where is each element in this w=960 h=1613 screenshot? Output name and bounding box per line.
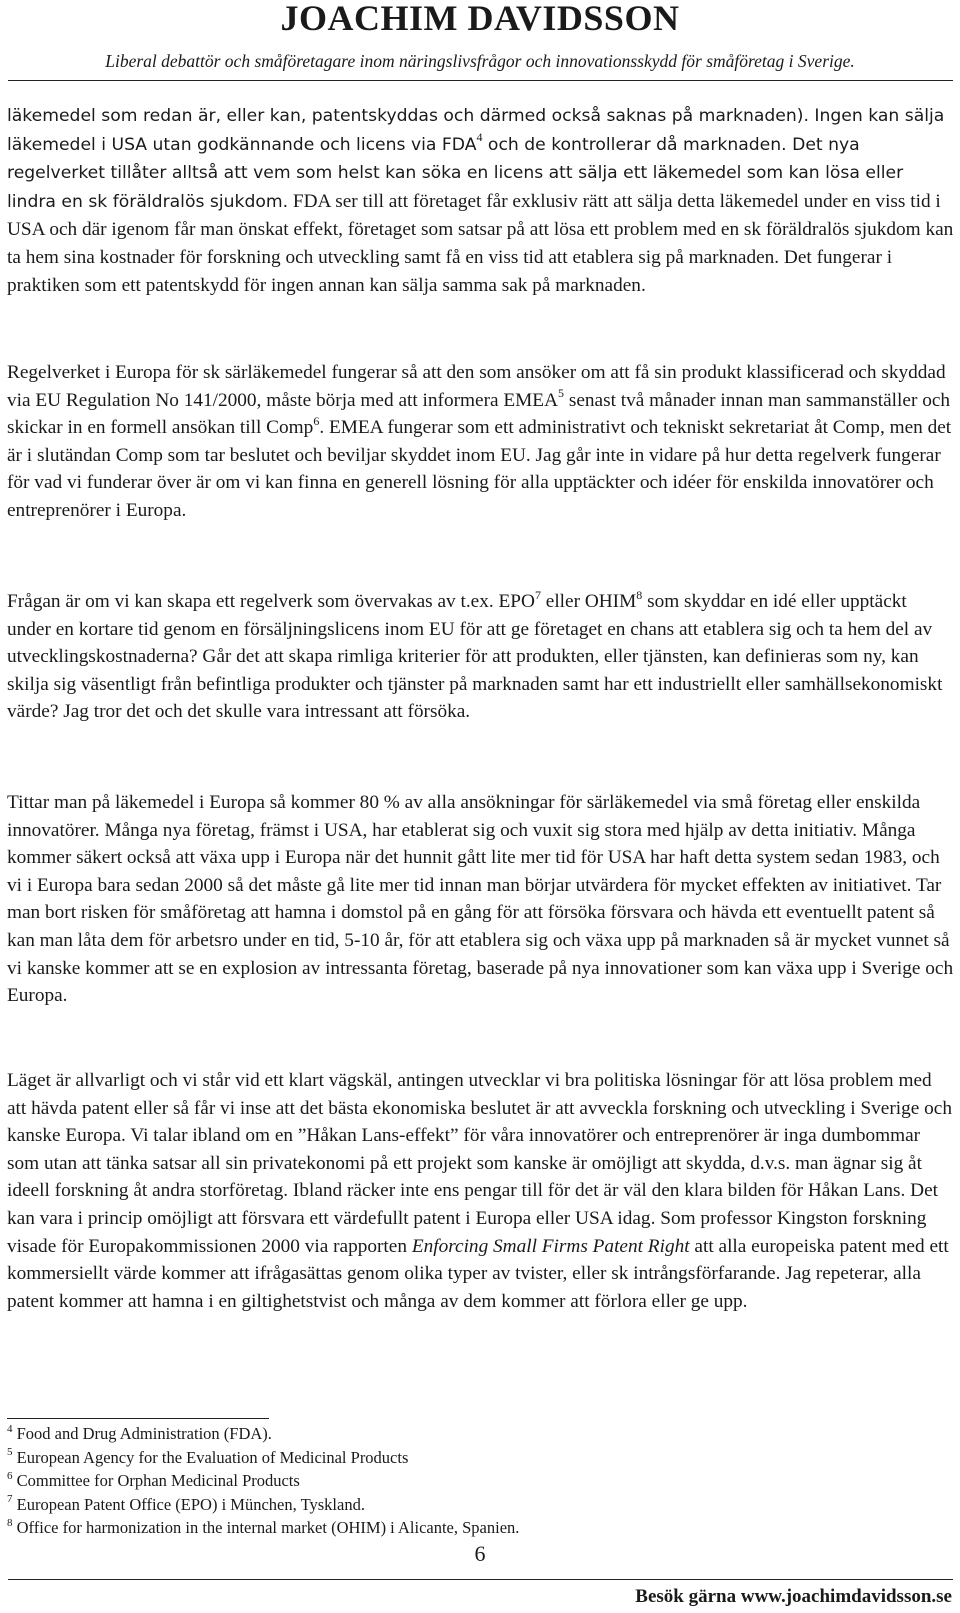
paragraph-3-part-b: eller OHIM: [540, 591, 637, 612]
paragraph-3: [7, 588, 955, 726]
footnote-ref-5: 5: [558, 386, 564, 401]
footnote-number: 5: [7, 1446, 13, 1458]
footnote-ref-7: 7: [534, 587, 541, 602]
paragraph-2-part-c: . EMEA fungerar som ett administrativt och tekniskt sekretariat åt Comp, men det är i slutändan Comp som tar beslutet och beviljar skyddet inom EU. Jag går inte in vidare på hur detta regelverk fungerar för vad vi funderar över är om vi kan finna en generell lösning för alla upptäckter och idéer för enskilda innovatörer och entreprenörer i Europa.: [7, 417, 952, 521]
page-number: 6: [474, 1541, 486, 1566]
footnote-ref-8: 8: [636, 587, 643, 602]
paragraph-5: [7, 1067, 955, 1315]
header-subtitle: Liberal debattör och småföretagare inom näringslivsfrågor och innovationsskydd för småföretag i Sverige.: [105, 51, 855, 71]
footnote-number: 6: [7, 1469, 13, 1482]
footnote-ref-4: 4: [476, 130, 483, 145]
footnote-number: 4: [7, 1422, 13, 1435]
footer-divider: [8, 1579, 953, 1580]
paragraph-2-part-a: Regelverket i Europa för sk särläkemedel fungerar så att den som ansöker om att få sin produkt klassificerad och skyddad via EU Regulation No 141/2000, måste börja med att informera EMEA: [7, 362, 946, 411]
paragraph-4: Tittar man på läkemedel i Europa så kommer 80 % av alla ansökningar för särläkemedel via små företag eller enskilda innovatörer. Många nya företag, främst i USA, har etablerat sig och vuxit sig stora med hjälp av detta initiativ. Många kommer säkert också att växa upp i Europa när det hunnit gått lite mer tid för USA har haft detta system sedan 1983, och vi i Europa bara sedan 2000 så det måste gå lite mer tid innan man börjar utvärdera för mycket effekten av initiativet. Tar man bort risken för småföretag att hamna i domstol på en gång för att försöka försvara och hävda ett eventuellt patent så kan man låta dem för arbetsro under en tid, 5-10 år, för att etablera sig och växa upp på marknaden så är mycket vunnet så vi kanske kommer att se en explosion av intressanta företag, baserade på nya innovationer som kan växa upp i Sverige och Europa.: [7, 792, 954, 1007]
footnote-text: Committee for Orphan Medicinal Products: [12, 1471, 300, 1490]
footnotes: [7, 1422, 907, 1540]
report-title: Enforcing Small Firms Patent Right: [411, 1235, 690, 1257]
paragraph-1-part-b: och de kontrollerar då marknaden. Det nya regelverket tillåter alltså att vem som helst kan söka en licens att sälja ett läkemedel som kan lösa eller lindra en sk föräldralös sjukdom.: [7, 134, 904, 212]
paragraph-5-part-b: att alla europeiska patent med ett kommersiellt värde kommer att ifrågasättas genom olika typer av tvister, eller sk intrångsförfarande. Jag repeterar, alla patent kommer att hamna i en giltighetstvist och många av dem kommer att förlora eller ge upp.: [7, 1235, 949, 1312]
paragraph-1: [7, 102, 955, 299]
paragraph-2-part-b: senast två månader innan man sammanställer och skickar in en formell ansökan till Comp: [7, 389, 951, 439]
footnote-6: [7, 1469, 907, 1493]
header-divider: [8, 80, 953, 81]
footnote-text: European Patent Office (EPO) i München, Tyskland.: [12, 1494, 365, 1514]
footnote-number: 7: [7, 1493, 13, 1505]
footnote-7: [7, 1493, 907, 1517]
footnote-number: 8: [7, 1516, 13, 1529]
footnote-text: Office for harmonization in the internal market (OHIM) i Alicante, Spanien.: [12, 1518, 520, 1537]
footnote-divider: [7, 1418, 269, 1419]
paragraph-2: [7, 359, 955, 525]
header-title: JOACHIM DAVIDSSON: [280, 0, 680, 38]
paragraph-3-part-c: som skyddar en idé eller upptäckt under en kortare tid genom en försäljningslicens inom EU för att ge företaget en chans att etablera sig och ta hem del av utvecklingskostnaderna? Går det att skapa rimliga kriterier för att produkten, eller tjänsten, kan definieras som ny, kan skilja sig väsentligt från befintliga produkter och tjänster på marknaden samt har ett industriellt eller samhällsekonomiskt värde? Jag tror det och det skulle vara intressant att försöka.: [7, 591, 943, 723]
footnote-4: [7, 1422, 907, 1446]
paragraph-5-part-a: Läget är allvarligt och vi står vid ett klart vägskäl, antingen utvecklar vi bra politiska lösningar för att lösa problem med att hävda patent eller så får vi inse att det bästa ekonomiska beslutet är att avveckla forskning och utveckling i Sverige och kanske Europa. Vi talar ibland om en ”Håkan Lans-effekt” för våra innovatörer och entreprenörer är inga dumbommar som utan att tänka satsar all sin privatekonomi på ett projekt som kanske är omöjligt att skydda, d.v.s. man ägnar sig åt ideell forskning åt andra storföretag. Ibland räcker inte ens pengar till för det är väl den klara bilden för Håkan Lans. Det kan vara i princip omöjligt att försvara ett värdefullt patent i Europa eller USA idag. Som professor Kingston forskning visade för Europakommissionen 2000 via rapporten: [7, 1070, 952, 1257]
paragraph-1-part-c: FDA ser till att företaget får exklusiv rätt att sälja detta läkemedel under en viss tid i USA och där igenom får man önskat effekt, företaget som satsar på att lösa ett problem med en sk föräldralös sjukdom kan ta hem sina kostnader för forskning och utveckling samt få en viss tid att etablera sig på marknaden. Det fungerar i praktiken som ett patentskydd för ingen annan kan sälja samma sak på marknaden.: [7, 190, 954, 296]
paragraph-1-part-a: läkemedel som redan är, eller kan, patentskyddas och därmed också saknas på marknaden). Ingen kan sälja läkemedel i USA utan godkännande och licens via FDA: [7, 106, 945, 155]
footnote-text: Food and Drug Administration (FDA).: [12, 1424, 272, 1443]
footnote-5: [7, 1446, 907, 1470]
footer-website-link[interactable]: Besök gärna www.joachimdavidsson.se: [635, 1586, 952, 1607]
paragraph-3-part-a: Frågan är om vi kan skapa ett regelverk som övervakas av t.ex. EPO: [7, 591, 535, 612]
footnote-text: European Agency for the Evaluation of Medicinal Products: [12, 1447, 409, 1467]
footnote-8: [7, 1516, 907, 1540]
footnote-ref-6: 6: [313, 413, 320, 428]
